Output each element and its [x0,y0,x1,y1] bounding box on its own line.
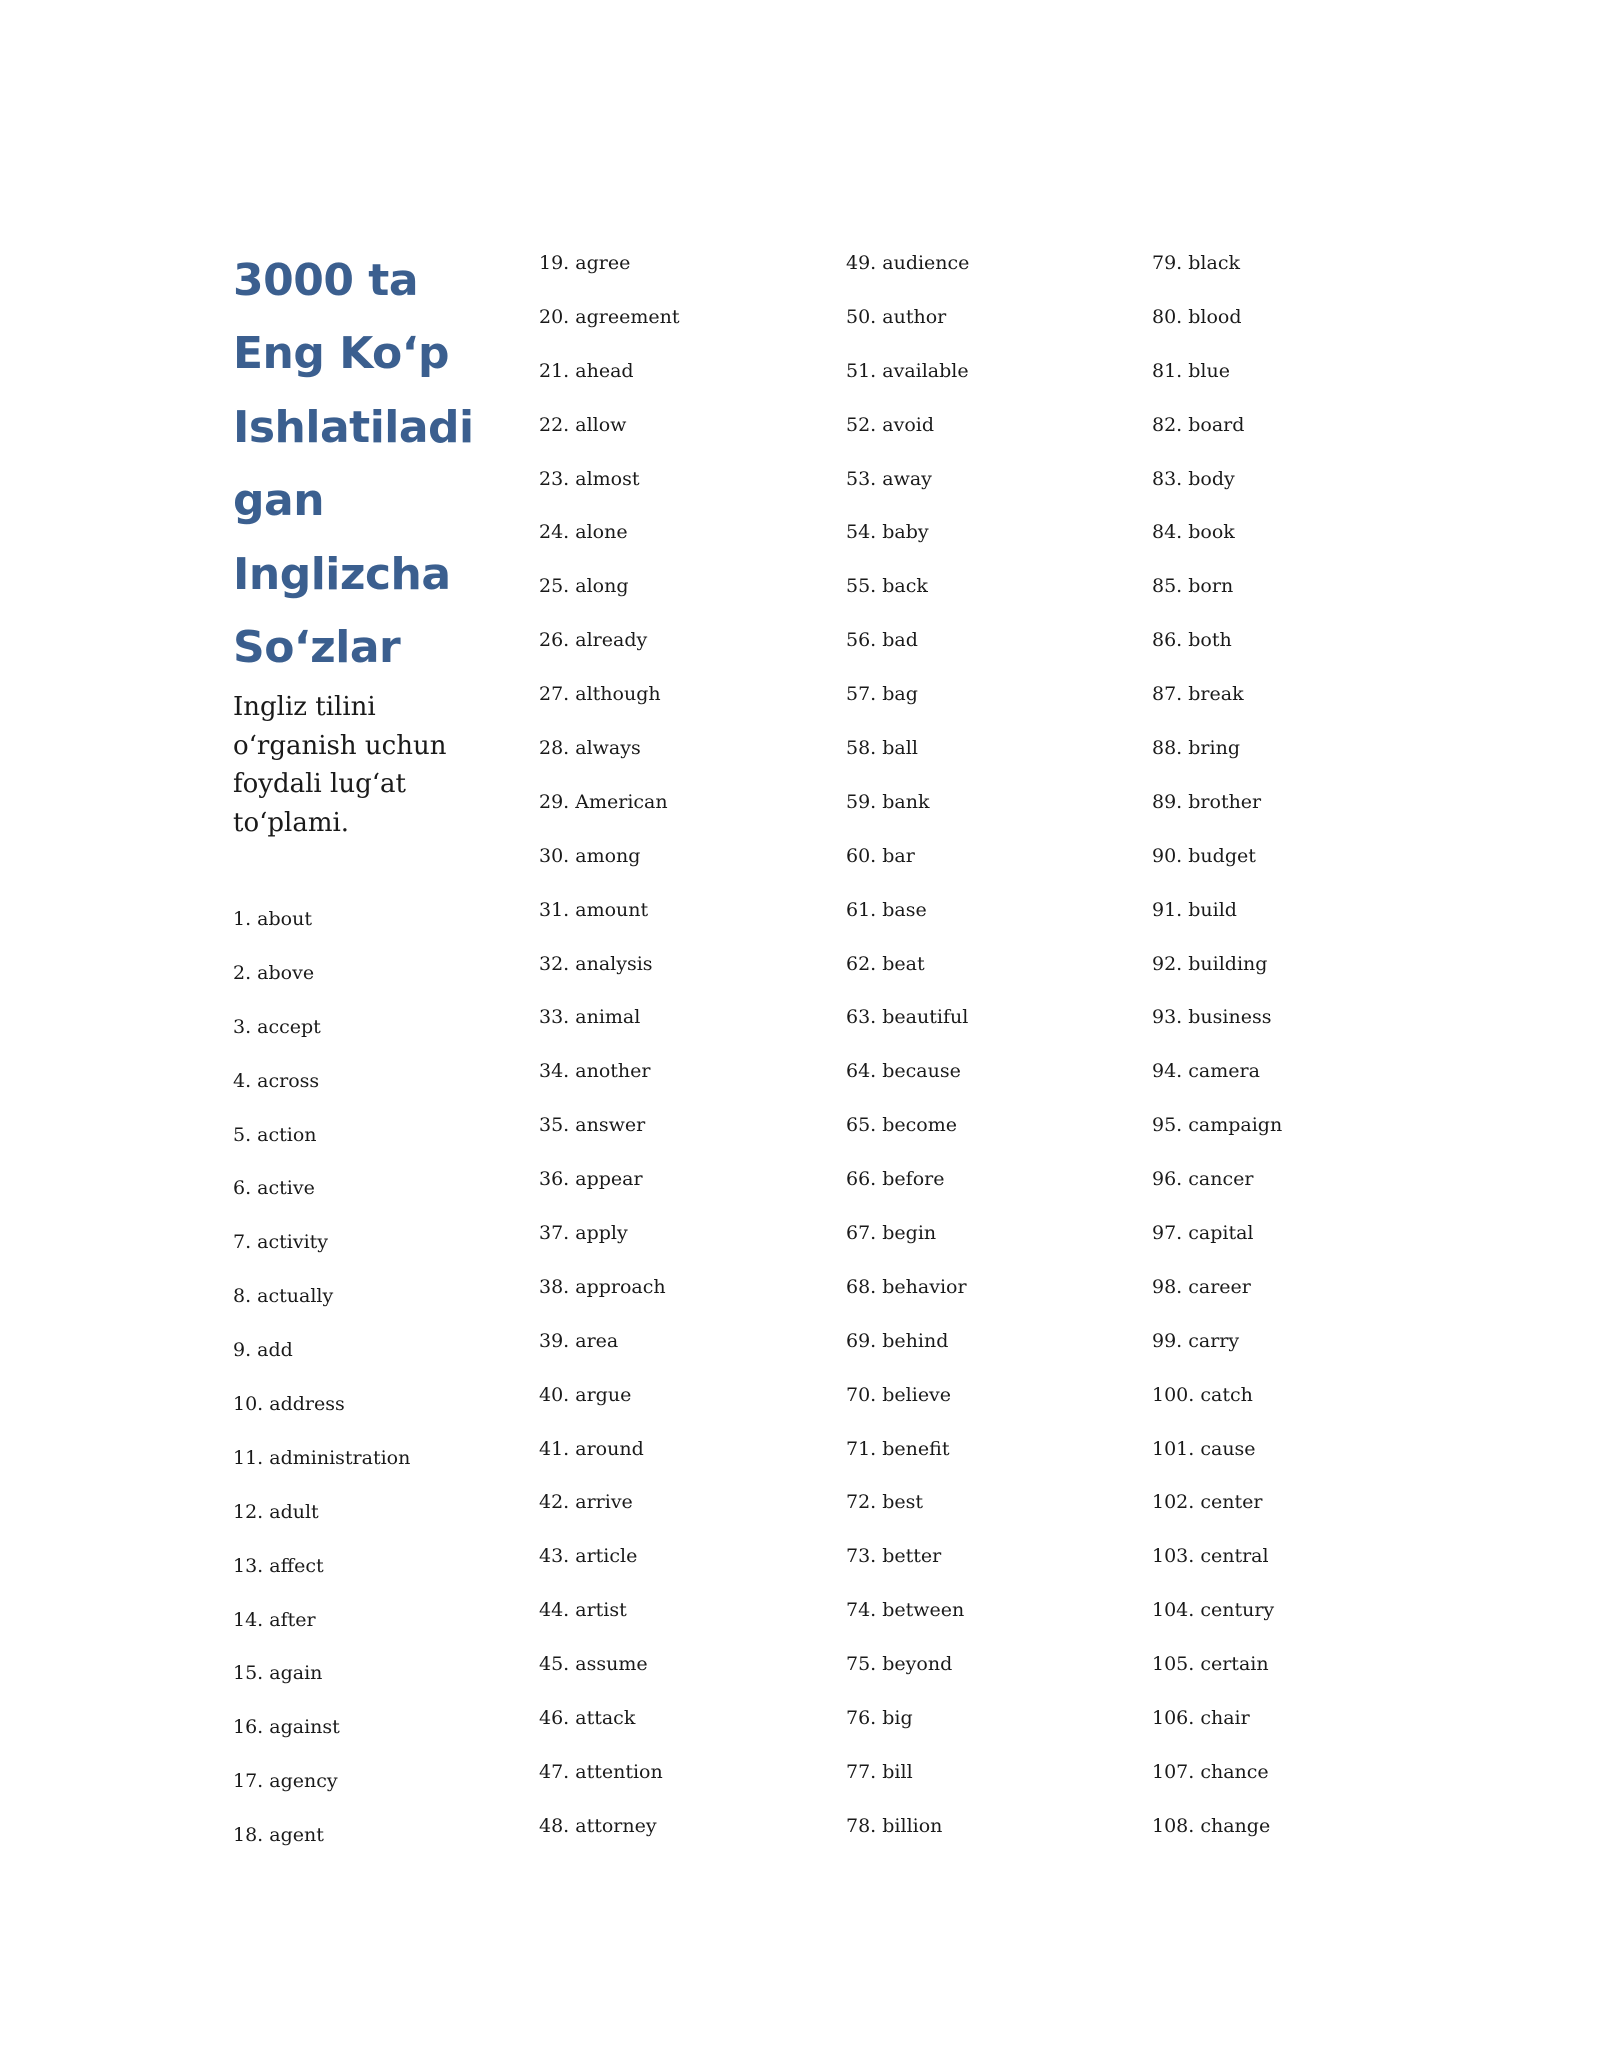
word-item: 58. ball [846,737,918,760]
word-item: 47. attention [539,1760,663,1783]
word-item: 107. chance [1152,1760,1269,1783]
word-item: 3. accept [233,1015,321,1038]
word-item: 17. agency [233,1770,338,1793]
word-item: 8. actually [233,1285,334,1308]
word-item: 46. attack [539,1707,636,1730]
word-item: 45. assume [539,1653,648,1676]
word-item: 74. between [846,1599,965,1622]
word-item: 61. base [846,898,927,921]
page-title [233,244,533,684]
word-item: 30. among [539,844,641,867]
word-item: 18. agent [233,1824,324,1847]
word-item: 85. born [1152,575,1234,598]
word-item: 81. blue [1152,359,1230,382]
word-item: 83. body [1152,467,1235,490]
word-item: 73. better [846,1545,942,1568]
word-item: 27. although [539,683,661,706]
word-item: 68. behavior [846,1275,967,1298]
word-item: 36. appear [539,1168,643,1191]
word-item: 31. amount [539,898,649,921]
word-item: 55. back [846,575,928,598]
word-item: 102. center [1152,1491,1263,1514]
word-item: 2. above [233,961,315,984]
word-item: 7. activity [233,1231,329,1254]
word-item: 32. analysis [539,952,653,975]
word-item: 15. again [233,1662,323,1685]
word-item: 48. attorney [539,1814,657,1837]
word-item: 86. both [1152,629,1232,652]
word-item: 103. central [1152,1545,1269,1568]
word-item: 62. beat [846,952,925,975]
subtitle-line: to‘plami. [233,807,350,838]
word-item: 44. artist [539,1599,627,1622]
word-item: 20. agreement [539,305,680,328]
word-item: 6. active [233,1177,315,1200]
word-item: 42. arrive [539,1491,633,1514]
word-item: 13. affect [233,1554,324,1577]
word-item: 66. before [846,1168,945,1191]
word-item: 75. beyond [846,1653,953,1676]
word-item: 28. always [539,737,641,760]
word-item: 63. beautiful [846,1006,969,1029]
word-item: 24. alone [539,521,628,544]
word-item: 59. bank [846,790,930,813]
word-item: 22. allow [539,413,627,436]
page-subtitle [233,688,513,842]
word-item: 89. brother [1152,790,1262,813]
word-item: 80. blood [1152,305,1242,328]
word-item: 76. big [846,1707,913,1730]
word-item: 77. bill [846,1760,913,1783]
word-item: 16. against [233,1716,340,1739]
word-item: 106. chair [1152,1707,1250,1730]
title-line: So‘zlar [233,622,401,674]
word-item: 65. become [846,1114,958,1137]
word-item: 69. behind [846,1329,949,1352]
word-item: 54. baby [846,521,929,544]
word-item: 43. article [539,1545,638,1568]
subtitle-line: Ingliz tilini [233,692,376,722]
word-item: 21. ahead [539,359,634,382]
word-item: 37. apply [539,1222,628,1245]
word-list [233,906,410,1876]
word-item: 5. action [233,1123,317,1146]
word-item: 93. business [1152,1006,1272,1029]
word-item: 98. career [1152,1275,1251,1298]
word-item: 41. around [539,1437,644,1460]
word-item: 99. carry [1152,1329,1240,1352]
word-item: 88. bring [1152,737,1240,760]
word-item: 51. available [846,359,969,382]
word-item: 34. another [539,1060,651,1083]
word-item: 100. catch [1152,1383,1253,1406]
word-item: 25. along [539,575,629,598]
word-item: 35. answer [539,1114,646,1137]
word-list [539,250,679,1867]
title-line: Eng Ko‘p [233,328,449,380]
word-item: 52. avoid [846,413,934,436]
word-item: 84. book [1152,521,1235,544]
word-item: 26. already [539,629,648,652]
word-item: 12. adult [233,1500,319,1523]
word-item: 19. agree [539,252,631,274]
word-item: 105. certain [1152,1653,1269,1676]
word-item: 71. benefit [846,1437,950,1460]
word-item: 82. board [1152,413,1245,436]
word-item: 56. bad [846,629,918,652]
word-item: 92. building [1152,952,1268,975]
word-item: 78. billion [846,1814,943,1837]
word-item: 97. capital [1152,1222,1254,1245]
word-list [846,250,969,1867]
word-item: 50. author [846,305,947,328]
word-item: 67. begin [846,1222,937,1245]
word-item: 60. bar [846,844,915,867]
title-line: Ishlatiladi [233,401,474,453]
word-item: 96. cancer [1152,1168,1254,1191]
word-item: 70. believe [846,1383,952,1406]
subtitle-line: o‘rganish uchun [233,730,447,761]
word-item: 72. best [846,1491,924,1514]
word-item: 49. audience [846,252,970,274]
word-item: 94. camera [1152,1060,1260,1083]
word-item: 91. build [1152,898,1237,921]
word-item: 104. century [1152,1599,1275,1622]
word-item: 33. animal [539,1006,641,1029]
word-item: 29. American [539,790,668,813]
word-item: 79. black [1152,252,1240,274]
word-item: 38. approach [539,1275,666,1298]
subtitle-line: foydali lug‘at [233,769,406,799]
title-line: gan [233,475,325,527]
word-item: 64. because [846,1060,961,1083]
word-list [1152,250,1282,1867]
word-item: 10. address [233,1393,345,1416]
word-item: 9. add [233,1339,293,1362]
word-item: 40. argue [539,1383,632,1406]
word-item: 108. change [1152,1814,1271,1837]
title-line: Inglizcha [233,548,451,600]
word-item: 90. budget [1152,844,1256,867]
word-item: 95. campaign [1152,1114,1283,1137]
word-item: 39. area [539,1329,619,1352]
word-item: 1. about [233,908,312,930]
word-item: 11. administration [233,1446,411,1469]
word-item: 101. cause [1152,1437,1256,1460]
word-item: 57. bag [846,683,918,706]
word-item: 23. almost [539,467,640,490]
word-item: 4. across [233,1069,320,1092]
word-item: 87. break [1152,683,1244,706]
word-item: 14. after [233,1608,316,1631]
word-item: 53. away [846,467,932,490]
title-line: 3000 ta [233,255,419,306]
